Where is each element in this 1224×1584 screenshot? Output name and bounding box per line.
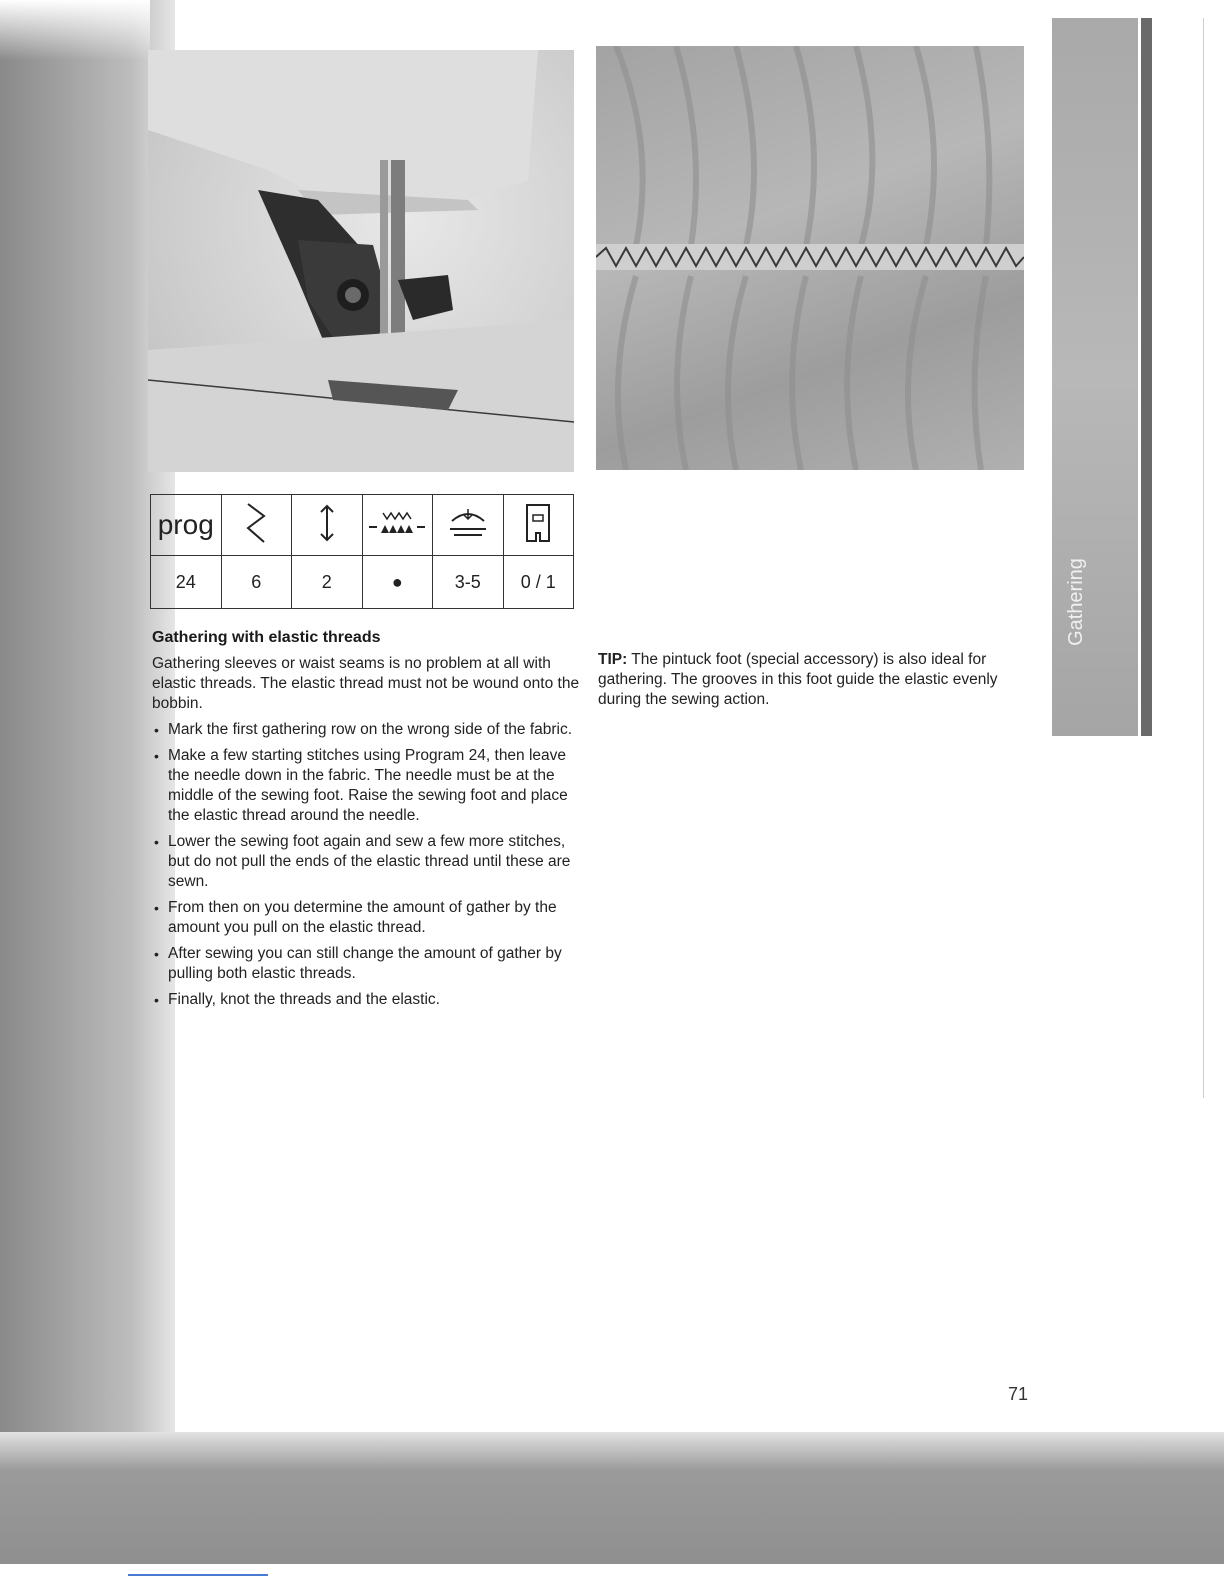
section-title: Gathering with elastic threads (152, 629, 381, 646)
presser-foot-icon (503, 495, 574, 556)
page-number: 71 (1008, 1384, 1029, 1404)
sewing-machine-illustration (148, 50, 574, 472)
stitch-length-icon (292, 495, 363, 556)
tip-paragraph (598, 650, 1018, 710)
step-item: • From then on you determine the amount of gather by the amount you pull on the elastic thread. (152, 898, 582, 938)
side-tab-edge (1141, 18, 1152, 736)
side-tab-label: Gathering (1065, 558, 1087, 646)
value-presser-foot: 0 / 1 (503, 556, 574, 609)
feed-dog-icon (362, 495, 433, 556)
scan-blue-line (128, 1574, 268, 1576)
step-item: • Mark the first gathering row on the wrong side of the fabric. (152, 720, 582, 740)
prog-header-cell (151, 495, 222, 556)
step-item: • Make a few starting stitches using Program 24, then leave the needle down in the fabric. The needle must be at the middle of the sewing foot. Raise the sewing foot and place the elastic thread around the needle. (152, 746, 582, 826)
value-prog: 24 (151, 556, 222, 609)
scan-shadow-bottom (0, 1432, 1224, 1584)
value-stitch-width: 6 (221, 556, 292, 609)
value-feed-dog: ● (362, 556, 433, 609)
zigzag-stitch-icon (221, 495, 292, 556)
step-item: • After sewing you can still change the amount of gather by pulling both elastic threads. (152, 944, 582, 984)
tip-text: The pintuck foot (special accessory) is also ideal for gathering. The grooves in this foot guide the elastic evenly during the sewing action. (598, 651, 998, 708)
gathered-fabric-illustration (596, 46, 1024, 470)
gathered-fabric-photo (596, 46, 1024, 470)
instructions-column (152, 628, 582, 1016)
side-tab (1052, 540, 1138, 736)
stitch-settings-table (150, 494, 574, 608)
step-item: • Lower the sewing foot again and sew a few more stitches, but do not pull the ends of the elastic thread until these are sewn. (152, 832, 582, 892)
sewing-machine-photo (148, 50, 574, 472)
tension-icon (433, 495, 504, 556)
steps-list (152, 720, 582, 1010)
prog-label: prog (157, 509, 214, 540)
page-edge-rule (1203, 18, 1204, 1098)
tip-label: TIP: (598, 651, 628, 668)
section-intro: Gathering sleeves or waist seams is no problem at all with elastic threads. The elastic thread must not be wound onto the bobbin. (152, 655, 580, 712)
value-tension: 3-5 (433, 556, 504, 609)
step-item: • Finally, knot the threads and the elastic. (152, 990, 582, 1010)
value-stitch-length: 2 (292, 556, 363, 609)
scan-highlight (0, 0, 150, 60)
